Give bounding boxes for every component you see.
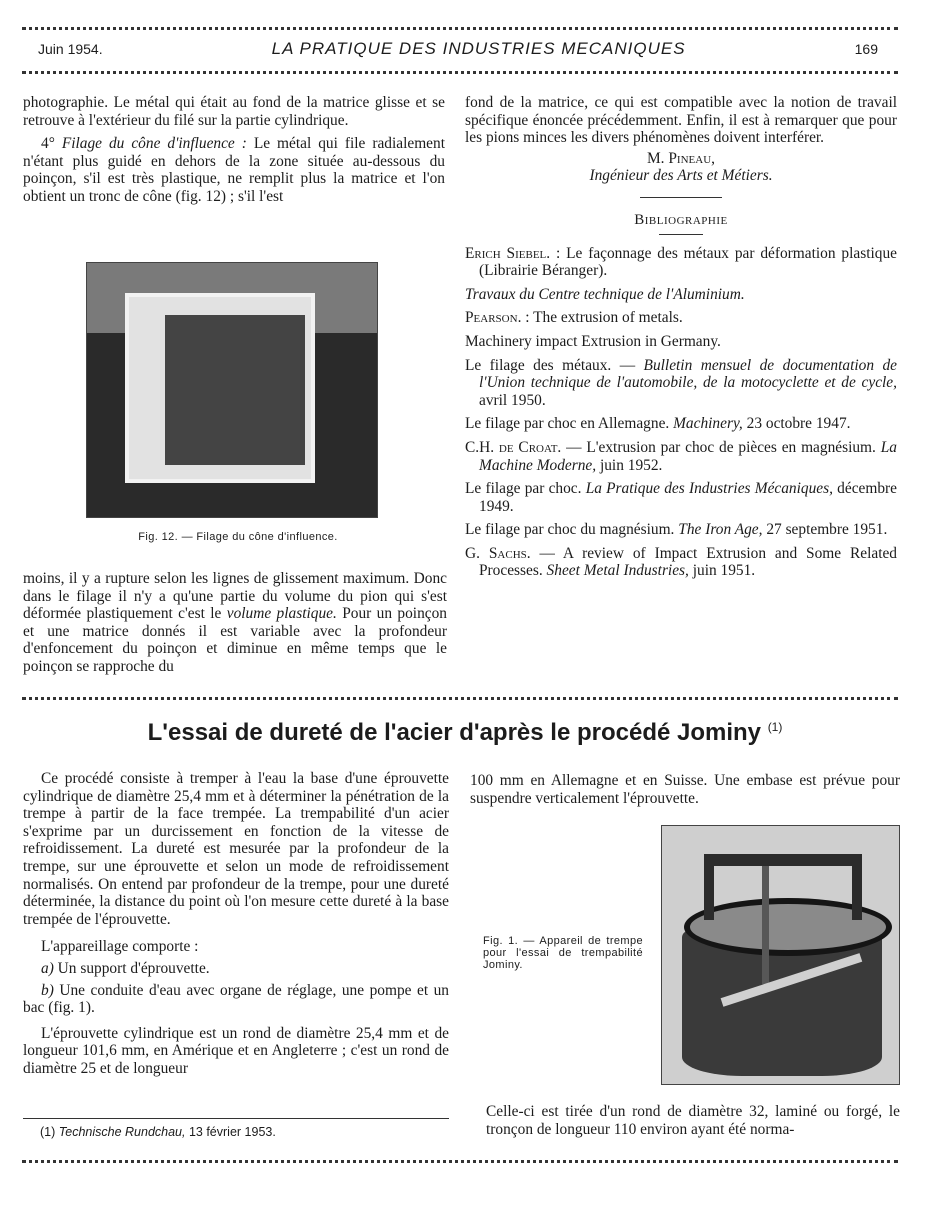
paragraph: photographie. Le métal qui était au fond de la matrice glisse et se retrouve à l'extérieur du filé sur la partie cylindrique. — [23, 94, 445, 129]
paragraph: Celle-ci est tirée d'un rond de diamètre 32, laminé ou forgé, le tronçon de longueur 110 environ ayant été norma- — [486, 1103, 900, 1138]
figure-1-caption: Fig. 1. — Appareil de trempe pour l'essai de trempabilité Jominy. — [483, 935, 643, 971]
footer-dotted-rule — [22, 1160, 898, 1163]
bib-source: Machinery, — [673, 415, 743, 433]
bib-text: Le filage par choc en Allemagne. — [465, 415, 674, 433]
bib-text: Le filage des métaux. — — [465, 356, 644, 374]
list-item — [23, 982, 449, 1017]
bib-source: The Iron Age, — [678, 521, 763, 539]
bib-author: G. Sachs. — [465, 544, 531, 562]
bib-source: La Pratique des Industries Mécaniques, — [585, 480, 833, 498]
bibliography-entry — [465, 245, 897, 280]
bibliography-heading: Bibliographie — [634, 211, 728, 228]
bib-source: La Machine Moderne, — [479, 438, 897, 474]
bibliography-entry — [465, 286, 897, 304]
header-date: Juin 1954. — [38, 41, 103, 57]
footnote-date: 13 février 1953. — [185, 1125, 276, 1139]
bibliography-entry — [465, 415, 897, 433]
header-journal-title: LA PRATIQUE DES INDUSTRIES MECANIQUES — [271, 39, 686, 58]
bib-tail: 23 octobre 1947. — [742, 415, 851, 433]
bibliography-entry — [465, 521, 897, 539]
bib-tail: avril 1950. — [479, 391, 546, 409]
article-title-text: L'essai de dureté de l'acier d'après le procédé Jominy — [147, 719, 762, 746]
paragraph: Ce procédé consiste à tremper à l'eau la base d'une éprouvette cylindrique de diamètre 25,4 mm et à déterminer la pénétration de la trempe à partir de la face trempée. La trempabilité d'un acier s'exprime par un durcissement en fonction de la vitesse de refroidissement. La dureté est mesurée par la profondeur de la trempe, sur une éprouvette et selon un mode de refroidissement normalisés. On entend par profondeur de la trempe, pour une dureté déterminée, la distance du point où l'on mesure cette dureté à la base trempée de l'éprouvette. — [23, 770, 449, 928]
list-item-label: b) — [41, 981, 54, 999]
bib-tail: juin 1951. — [688, 562, 756, 580]
article-title-footnote-mark: (1) — [767, 720, 783, 734]
article-title — [0, 719, 930, 747]
paragraph-text: Le métal qui file radialement n'étant plus guidé en dehors de la zone située au-dessous du poinçon, s'il est très plastique, ne remplit plus la matrice et l'on obtient un tronc de cône (fig. 12) ; s'il l'est — [23, 135, 445, 205]
list-item-text: Une conduite d'eau avec organe de réglage, une pompe et un bac (fig. 1). — [23, 981, 449, 1017]
bib-text: Machinery impact Extrusion in Germany. — [465, 332, 721, 350]
photo-specimen-core — [165, 315, 305, 465]
footnote-mark: (1) — [40, 1125, 56, 1139]
signature-rule — [640, 197, 722, 198]
bib-text: : Le façonnage des métaux par déformation plastique (Librairie Béranger). — [479, 244, 897, 280]
bib-tail: 27 septembre 1951. — [762, 521, 888, 539]
bibliography-entry — [465, 309, 897, 327]
bib-tail: décembre 1949. — [479, 480, 897, 515]
header-top-dotted-rule — [22, 27, 898, 30]
paragraph-text: Pour un poinçon et une matrice donnés il est variable avec la profondeur d'enfoncement du poinçon et diminue en même temps que le poinçon se rapproche du — [23, 605, 447, 675]
bibliography-entry — [465, 439, 897, 474]
article-left-column — [23, 770, 449, 1078]
paragraph — [23, 135, 445, 205]
paragraph: L'appareillage comporte : — [41, 938, 199, 956]
photo-support-bar — [706, 854, 862, 866]
footnote — [40, 1125, 440, 1139]
bib-text: Le filage par choc. — [465, 480, 586, 498]
paragraph: fond de la matrice, ce qui est compatible avec la notion de travail spécifique énoncée précédemment. Enfin, il est à remarquer que pour les pions minces les divers phénomènes doivent interférer. — [465, 94, 897, 147]
bib-source: Bulletin mensuel de documentation de l'Union technique de l'automobile, de la motocyclette et de cycle, — [479, 356, 898, 392]
bib-text: : The extrusion of metals. — [521, 309, 683, 327]
article-right-column-top — [470, 772, 900, 807]
footnote-rule — [23, 1118, 449, 1119]
bib-tail: juin 1952. — [596, 456, 663, 474]
left-column-top — [23, 94, 445, 206]
bibliography-entry — [465, 357, 897, 410]
paragraph: 100 mm en Allemagne et en Suisse. Une embase est prévue pour suspendre verticalement l'éprouvette. — [470, 772, 900, 807]
paragraph-text: moins, il y a rupture selon les lignes de glissement maximum. Donc dans le filage il n'y a qu'une partie du volume du pion qui s'est déformée plastiquement c'est le — [23, 570, 447, 623]
bib-text: Le filage par choc du magnésium. — [465, 521, 679, 539]
figure-12-photo — [86, 262, 378, 518]
bibliography-entry — [465, 545, 897, 580]
paragraph-number: 4° — [41, 135, 62, 153]
signature-block — [465, 150, 897, 198]
paragraph-heading: Filage du cône d'influence : — [61, 135, 247, 153]
header-page-number: 169 — [854, 41, 878, 57]
bib-text: — L'extrusion par choc de pièces en magnésium. — [561, 438, 881, 456]
bib-text: — A review of Impact Extrusion and Some Related Processes. — [479, 544, 897, 580]
bibliography-entry — [465, 333, 897, 351]
bib-author: Pearson. — [465, 309, 522, 327]
article-right-column-bottom — [486, 1103, 900, 1138]
bibliography-rule — [659, 234, 703, 235]
photo-specimen-rod — [762, 866, 769, 984]
footnote-source: Technische Rundchau, — [58, 1125, 186, 1139]
bibliography-entry — [465, 480, 897, 515]
list-item-label: a) — [41, 959, 54, 977]
bib-author: Erich Siebel. — [465, 244, 551, 262]
section-dotted-rule — [22, 697, 898, 700]
figure-1-photo — [661, 825, 900, 1085]
running-header — [38, 38, 878, 60]
paragraph-emphasis: volume plastique. — [226, 605, 337, 623]
figure-12-caption: Fig. 12. — Filage du cône d'influence. — [138, 531, 338, 543]
bib-source: Sheet Metal Industries, — [546, 562, 689, 580]
header-bottom-dotted-rule — [22, 71, 898, 74]
list-item-text: Un support d'éprouvette. — [53, 959, 210, 977]
signature-role: Ingénieur des Arts et Métiers. — [589, 167, 773, 185]
list-item — [23, 960, 449, 978]
photo-specimen — [125, 293, 315, 483]
paragraph: L'éprouvette cylindrique est un rond de diamètre 25,4 mm et de longueur 101,6 mm, en Amérique et en Angleterre ; c'est un rond de diamètre 25 et de longueur — [23, 1024, 449, 1077]
signature-name: M. Pineau, — [646, 149, 715, 167]
left-column-middle — [23, 570, 447, 676]
bib-source: Travaux du Centre technique de l'Aluminium. — [465, 285, 745, 303]
right-column-top — [465, 94, 897, 586]
bib-author: C.H. de Croat. — [465, 438, 562, 456]
paragraph — [23, 570, 447, 676]
